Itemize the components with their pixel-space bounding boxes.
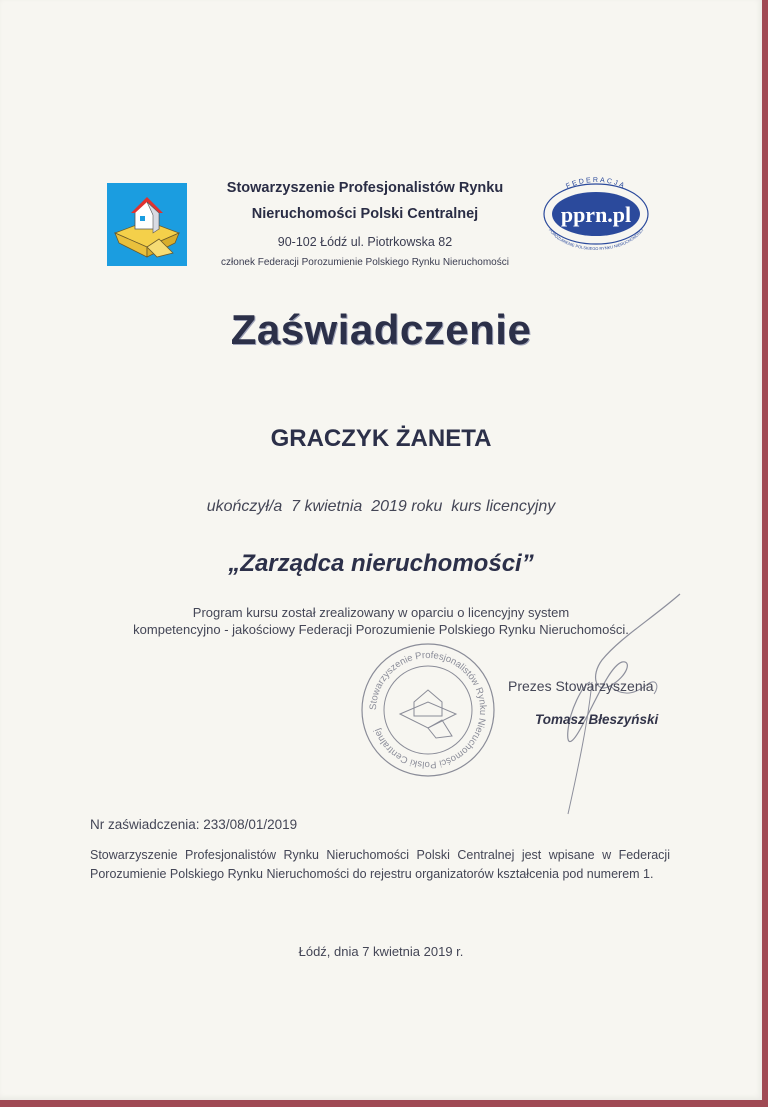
president-label: Prezes Stowarzyszenia bbox=[508, 678, 654, 694]
federation-logo-main: pprn.pl bbox=[560, 202, 632, 227]
house-on-envelope-icon bbox=[107, 183, 187, 266]
seal-ring-text: Stowarzyszenie Profesjonalistów Rynku Nieruchomości Polski Centralnej bbox=[367, 649, 489, 771]
recipient-name: GRACZYK ŻANETA bbox=[270, 425, 492, 452]
certificate-number: Nr zaświadczenia: 233/08/01/2019 bbox=[90, 817, 298, 832]
organization-name-line1: Stowarzyszenie Profesjonalistów Rynku bbox=[226, 180, 504, 196]
handwritten-signature bbox=[510, 590, 690, 820]
place-and-date: Łódź, dnia 7 kwietnia 2019 r. bbox=[298, 944, 464, 959]
organization-name-line2: Nieruchomości Polski Centralnej bbox=[251, 206, 479, 222]
pprn-oval-logo-icon bbox=[530, 172, 662, 252]
registry-statement: Stowarzyszenie Profesjonalistów Rynku Nieruchomości Polski Centralnej jest wpisane w Federacji Porozumienie Polskiego Rynku Nieruchomości do rejestru organizatorów kształcenia pod numerem 1. bbox=[90, 848, 670, 881]
organization-membership: członek Federacji Porozumienie Polskiego Rynku Nieruchomości bbox=[221, 257, 509, 268]
round-stamp-icon bbox=[358, 640, 498, 780]
organization-address: 90-102 Łódź ul. Piotrkowska 82 bbox=[277, 235, 453, 249]
certificate-title: Zaświadczenie bbox=[230, 306, 532, 353]
course-name: „Zarządca nieruchomości” bbox=[228, 550, 534, 577]
federation-logo-top: FEDERACJA bbox=[565, 176, 627, 191]
organization-header bbox=[190, 178, 540, 270]
program-line1: Program kursu został zrealizowany w oparciu o licencyjny system bbox=[192, 605, 570, 620]
program-line2: kompetencyjno - jakościowy Federacji Porozumienie Polskiego Rynku Nieruchomości. bbox=[133, 622, 629, 637]
federation-logo-bottom: POROZUMIENIE POLSKIEGO RYNKU NIERUCHOMOŚCI bbox=[547, 227, 645, 252]
president-name: Tomasz Błeszyński bbox=[535, 712, 659, 727]
completion-statement: ukończył/a 7 kwietnia 2019 roku kurs licencyjny bbox=[206, 498, 556, 515]
